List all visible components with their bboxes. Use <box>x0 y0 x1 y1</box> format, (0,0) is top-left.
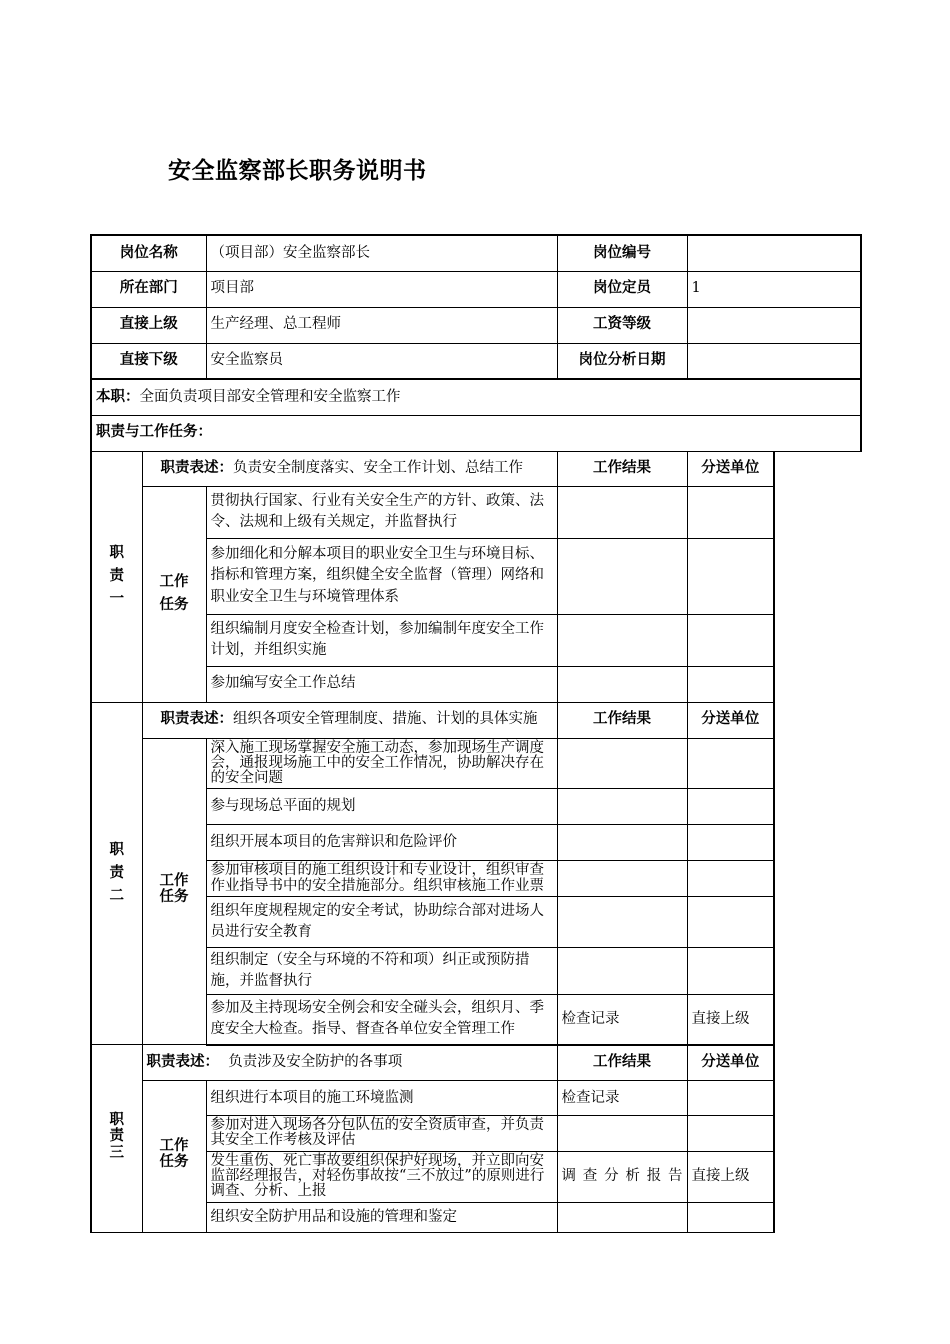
resp3-desc <box>142 1045 557 1081</box>
analysis-date-label: 岗位分析日期 <box>557 343 687 379</box>
resp3-desc-label: 职责表述： <box>146 1054 219 1071</box>
resp1-desc <box>142 451 557 486</box>
post-code-label: 岗位编号 <box>557 235 687 271</box>
resp1-task-4: 参加编写安全工作总结 <box>206 666 557 702</box>
resp1-name <box>91 451 142 702</box>
resp1-task-3-recipient <box>687 614 774 666</box>
resp3-recipient-header: 分送单位 <box>687 1045 774 1081</box>
resp3-task-4-recipient <box>687 1202 774 1232</box>
resp2-task-6: 组织制定（安全与环境的不符和项）纠正或预防措施，并监督执行 <box>206 948 557 995</box>
dept-label: 所在部门 <box>91 271 206 307</box>
post-name-label: 岗位名称 <box>91 235 206 271</box>
resp2-task-5-recipient <box>687 897 774 948</box>
resp3-task-2: 参加对进入现场各分包队伍的安全资质审查，并负责其安全工作考核及评估 <box>206 1116 557 1151</box>
resp3-task-1-result: 检查记录 <box>557 1081 687 1116</box>
resp3-task-label-text: 工作任务 <box>159 1137 189 1170</box>
resp3-task-3-recipient: 直接上级 <box>687 1151 774 1202</box>
resp2-task-3-result <box>557 825 687 861</box>
resp1-task-2-recipient <box>687 538 774 614</box>
resp2-task-4-result <box>557 861 687 897</box>
resp3-task-1: 组织进行本项目的施工环境监测 <box>206 1081 557 1116</box>
resp3-result-header: 工作结果 <box>557 1045 687 1081</box>
resp1-task-label <box>142 486 206 702</box>
subordinate-value: 安全监察员 <box>206 343 557 379</box>
resp1-task-3-result <box>557 614 687 666</box>
resp2-name <box>91 702 142 1045</box>
resp2-task-7-result: 检查记录 <box>557 995 687 1045</box>
resp2-task-4-recipient <box>687 861 774 897</box>
resp2-task-label-text: 工作任务 <box>159 872 189 905</box>
resp2-task-label <box>142 738 206 1045</box>
main-duty-label: 本职： <box>96 388 140 405</box>
resp2-result-header: 工作结果 <box>557 702 687 738</box>
resp3-task-label <box>142 1081 206 1232</box>
resp1-task-label-text: 工作任务 <box>159 573 189 613</box>
page-title: 安全监察部长职务说明书 <box>168 158 427 184</box>
resp2-desc-label: 职责表述： <box>160 711 233 728</box>
resp1-task-1: 贯彻执行国家、行业有关安全生产的方针、政策、法令、法规和上级有关规定，并监督执行 <box>206 486 557 538</box>
resp2-task-2-result <box>557 789 687 825</box>
salary-label: 工资等级 <box>557 307 687 343</box>
resp2-task-5-result <box>557 897 687 948</box>
salary-value <box>687 307 861 343</box>
superior-label: 直接上级 <box>91 307 206 343</box>
subordinate-label: 直接下级 <box>91 343 206 379</box>
resp2-name-text: 职责二 <box>109 841 124 904</box>
quota-value: 1 <box>687 271 861 307</box>
resp2-task-1-recipient <box>687 738 774 789</box>
resp2-task-7-recipient: 直接上级 <box>687 995 774 1045</box>
resp1-task-3: 组织编制月度安全检查计划，参加编制年度安全工作计划，并组织实施 <box>206 614 557 666</box>
post-name-value: （项目部）安全监察部长 <box>206 235 557 271</box>
main-duty <box>91 379 861 415</box>
resp2-task-3-recipient <box>687 825 774 861</box>
resp2-task-1: 深入施工现场掌握安全施工动态，参加现场生产调度会，通报现场施工中的安全工作情况，协助解决存在的安全问题 <box>206 738 557 789</box>
resp2-desc <box>142 702 557 738</box>
resp2-task-5: 组织年度规程规定的安全考试，协助综合部对进场人员进行安全教育 <box>206 897 557 948</box>
resp3-task-4: 组织安全防护用品和设施的管理和鉴定 <box>206 1202 557 1232</box>
resp2-desc-text: 组织各项安全管理制度、措施、计划的具体实施 <box>233 711 538 728</box>
resp2-recipient-header: 分送单位 <box>687 702 774 738</box>
resp3-name <box>91 1045 142 1232</box>
resp2-task-4: 参加审核项目的施工组织设计和专业设计，组织审查作业指导书中的安全措施部分。组织审核施工作业票 <box>206 861 557 897</box>
resp1-desc-label: 职责表述： <box>160 459 233 476</box>
resp2-task-1-result <box>557 738 687 789</box>
resp1-desc-text: 负责安全制度落实、安全工作计划、总结工作 <box>233 459 523 476</box>
resp1-result-header: 工作结果 <box>557 451 687 486</box>
resp1-task-1-recipient <box>687 486 774 538</box>
resp1-name-text: 职责一 <box>109 544 124 608</box>
resp3-task-1-recipient <box>687 1081 774 1116</box>
job-description-table <box>90 234 862 1233</box>
quota-label: 岗位定员 <box>557 271 687 307</box>
resp3-task-4-result <box>557 1202 687 1232</box>
resp2-task-7: 参加及主持现场安全例会和安全碰头会，组织月、季度安全大检查。指导、督查各单位安全管理工作 <box>206 995 557 1045</box>
resp2-task-2: 参与现场总平面的规划 <box>206 789 557 825</box>
superior-value: 生产经理、总工程师 <box>206 307 557 343</box>
analysis-date-value <box>687 343 861 379</box>
tasks-heading: 职责与工作任务： <box>91 415 861 451</box>
resp2-task-3: 组织开展本项目的危害辩识和危险评价 <box>206 825 557 861</box>
main-duty-text: 全面负责项目部安全管理和安全监察工作 <box>139 388 401 405</box>
resp3-task-2-result <box>557 1116 687 1151</box>
resp1-task-2-result <box>557 538 687 614</box>
resp3-task-3: 发生重伤、死亡事故要组织保护好现场，并立即向安监部经理报告，对轻伤事故按“三不放过”的原则进行调查、分析、上报 <box>206 1151 557 1202</box>
resp3-task-3-result: 调查分析报告 <box>557 1151 687 1202</box>
resp2-task-2-recipient <box>687 789 774 825</box>
resp2-task-6-recipient <box>687 948 774 995</box>
resp3-task-2-recipient <box>687 1116 774 1151</box>
resp1-task-4-recipient <box>687 666 774 702</box>
post-code-value <box>687 235 861 271</box>
resp1-task-1-result <box>557 486 687 538</box>
dept-value: 项目部 <box>206 271 557 307</box>
resp1-task-4-result <box>557 666 687 702</box>
resp1-recipient-header: 分送单位 <box>687 451 774 486</box>
resp3-desc-text: 负责涉及安全防护的各事项 <box>228 1054 403 1071</box>
resp2-task-6-result <box>557 948 687 995</box>
resp1-task-2: 参加细化和分解本项目的职业安全卫生与环境目标、指标和管理方案，组织健全安全监督（管理）网络和职业安全卫生与环境管理体系 <box>206 538 557 614</box>
resp3-name-text: 职责三 <box>109 1111 124 1161</box>
